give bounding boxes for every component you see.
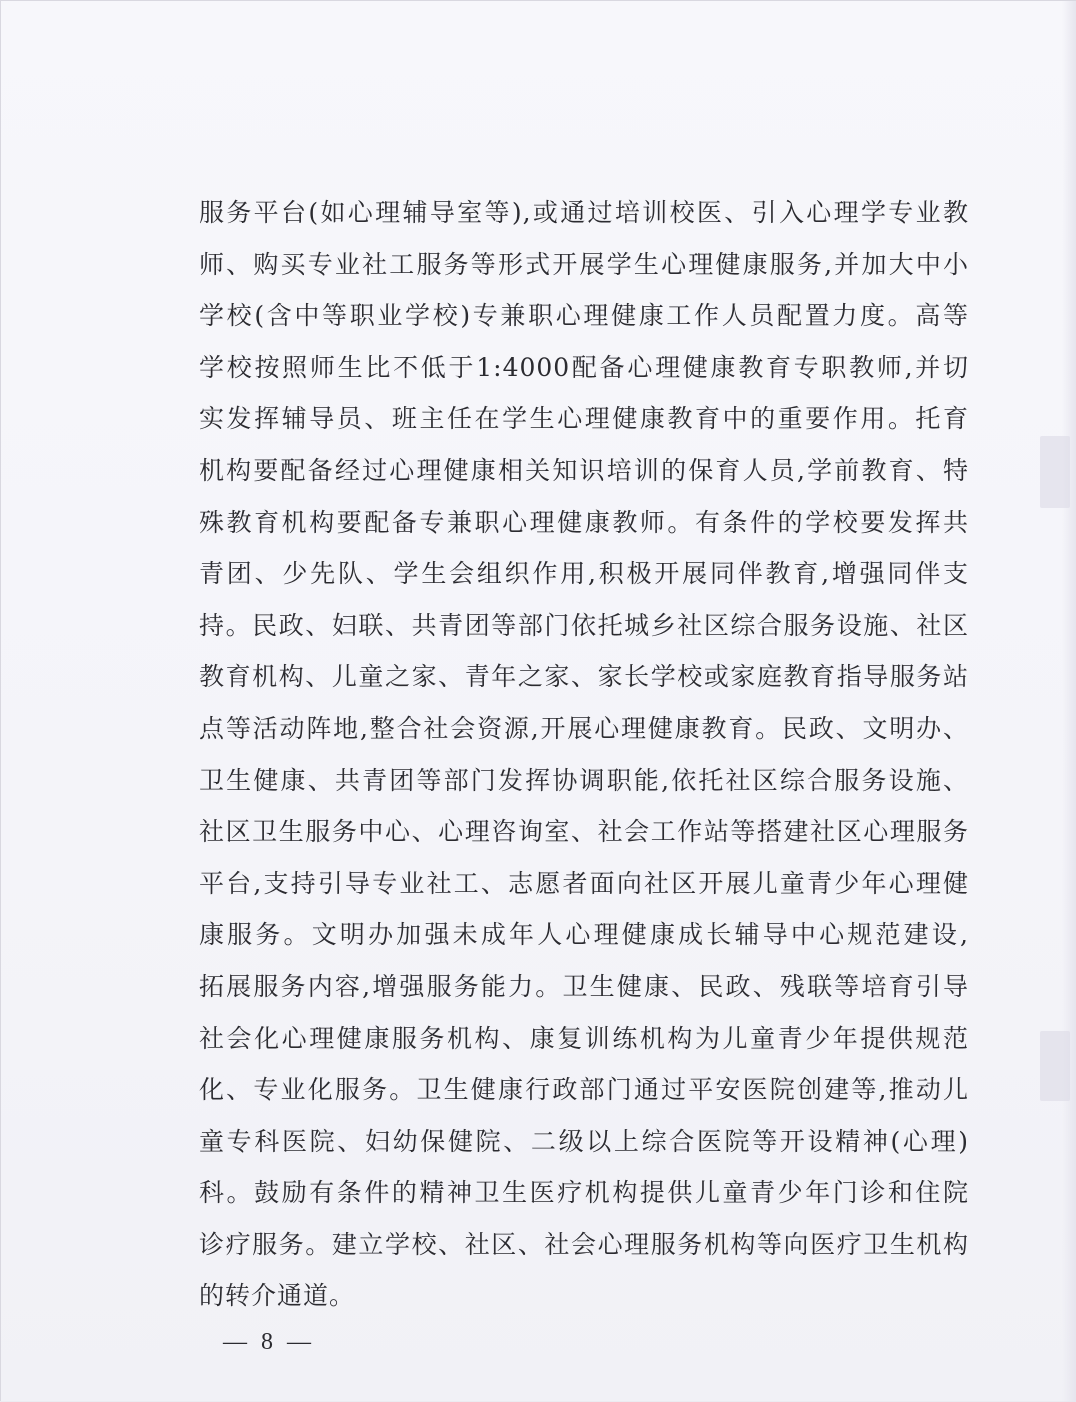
text-line: 青团、少先队、学生会组织作用,积极开展同伴教育,增强同伴支 — [199, 559, 969, 589]
text-line: 平台,支持引导专业社工、志愿者面向社区开展儿童青少年心理健 — [199, 868, 969, 898]
text-line: 化、专业化服务。卫生健康行政部门通过平安医院创建等,推动儿 — [199, 1075, 969, 1105]
text-line: 社区卫生服务中心、心理咨询室、社会工作站等搭建社区心理服务 — [199, 817, 969, 847]
text-line: 实发挥辅导员、班主任在学生心理健康教育中的重要作用。托育 — [199, 404, 969, 434]
text-line: 童专科医院、妇幼保健院、二级以上综合医院等开设精神(心理) — [199, 1126, 969, 1156]
page-number: — 8 — — [223, 1329, 315, 1355]
text-line: 拓展服务内容,增强服务能力。卫生健康、民政、残联等培育引导 — [199, 971, 969, 1001]
text-line: 机构要配备经过心理健康相关知识培训的保育人员,学前教育、特 — [199, 455, 969, 485]
text-line: 学校按照师生比不低于1:4000配备心理健康教育专职教师,并切 — [199, 352, 969, 382]
text-line: 社会化心理健康服务机构、康复训练机构为儿童青少年提供规范 — [199, 1023, 969, 1053]
text-line: 科。鼓励有条件的精神卫生医疗机构提供儿童青少年门诊和住院 — [199, 1178, 969, 1208]
page-edge-shadow — [1062, 1, 1076, 1402]
text-line: 学校(含中等职业学校)专兼职心理健康工作人员配置力度。高等 — [199, 301, 969, 331]
text-line: 持。民政、妇联、共青团等部门依托城乡社区综合服务设施、社区 — [199, 610, 969, 640]
text-line: 卫生健康、共青团等部门发挥协调职能,依托社区综合服务设施、 — [199, 765, 969, 795]
text-line: 康服务。文明办加强未成年人心理健康成长辅导中心规范建设, — [199, 920, 969, 950]
text-line: 师、购买专业社工服务等形式开展学生心理健康服务,并加大中小 — [199, 249, 969, 279]
text-line: 点等活动阵地,整合社会资源,开展心理健康教育。民政、文明办、 — [199, 713, 969, 743]
show-through-mark — [1040, 436, 1070, 508]
body-paragraph — [199, 187, 969, 1322]
text-line: 殊教育机构要配备专兼职心理健康教师。有条件的学校要发挥共 — [199, 507, 969, 537]
show-through-mark — [1040, 1031, 1070, 1101]
text-line: 教育机构、儿童之家、青年之家、家长学校或家庭教育指导服务站 — [199, 662, 969, 692]
text-line: 诊疗服务。建立学校、社区、社会心理服务机构等向医疗卫生机构 — [199, 1229, 969, 1259]
text-line: 服务平台(如心理辅导室等),或通过培训校医、引入心理学专业教 — [199, 198, 969, 227]
text-line: 的转介通道。 — [199, 1281, 356, 1311]
